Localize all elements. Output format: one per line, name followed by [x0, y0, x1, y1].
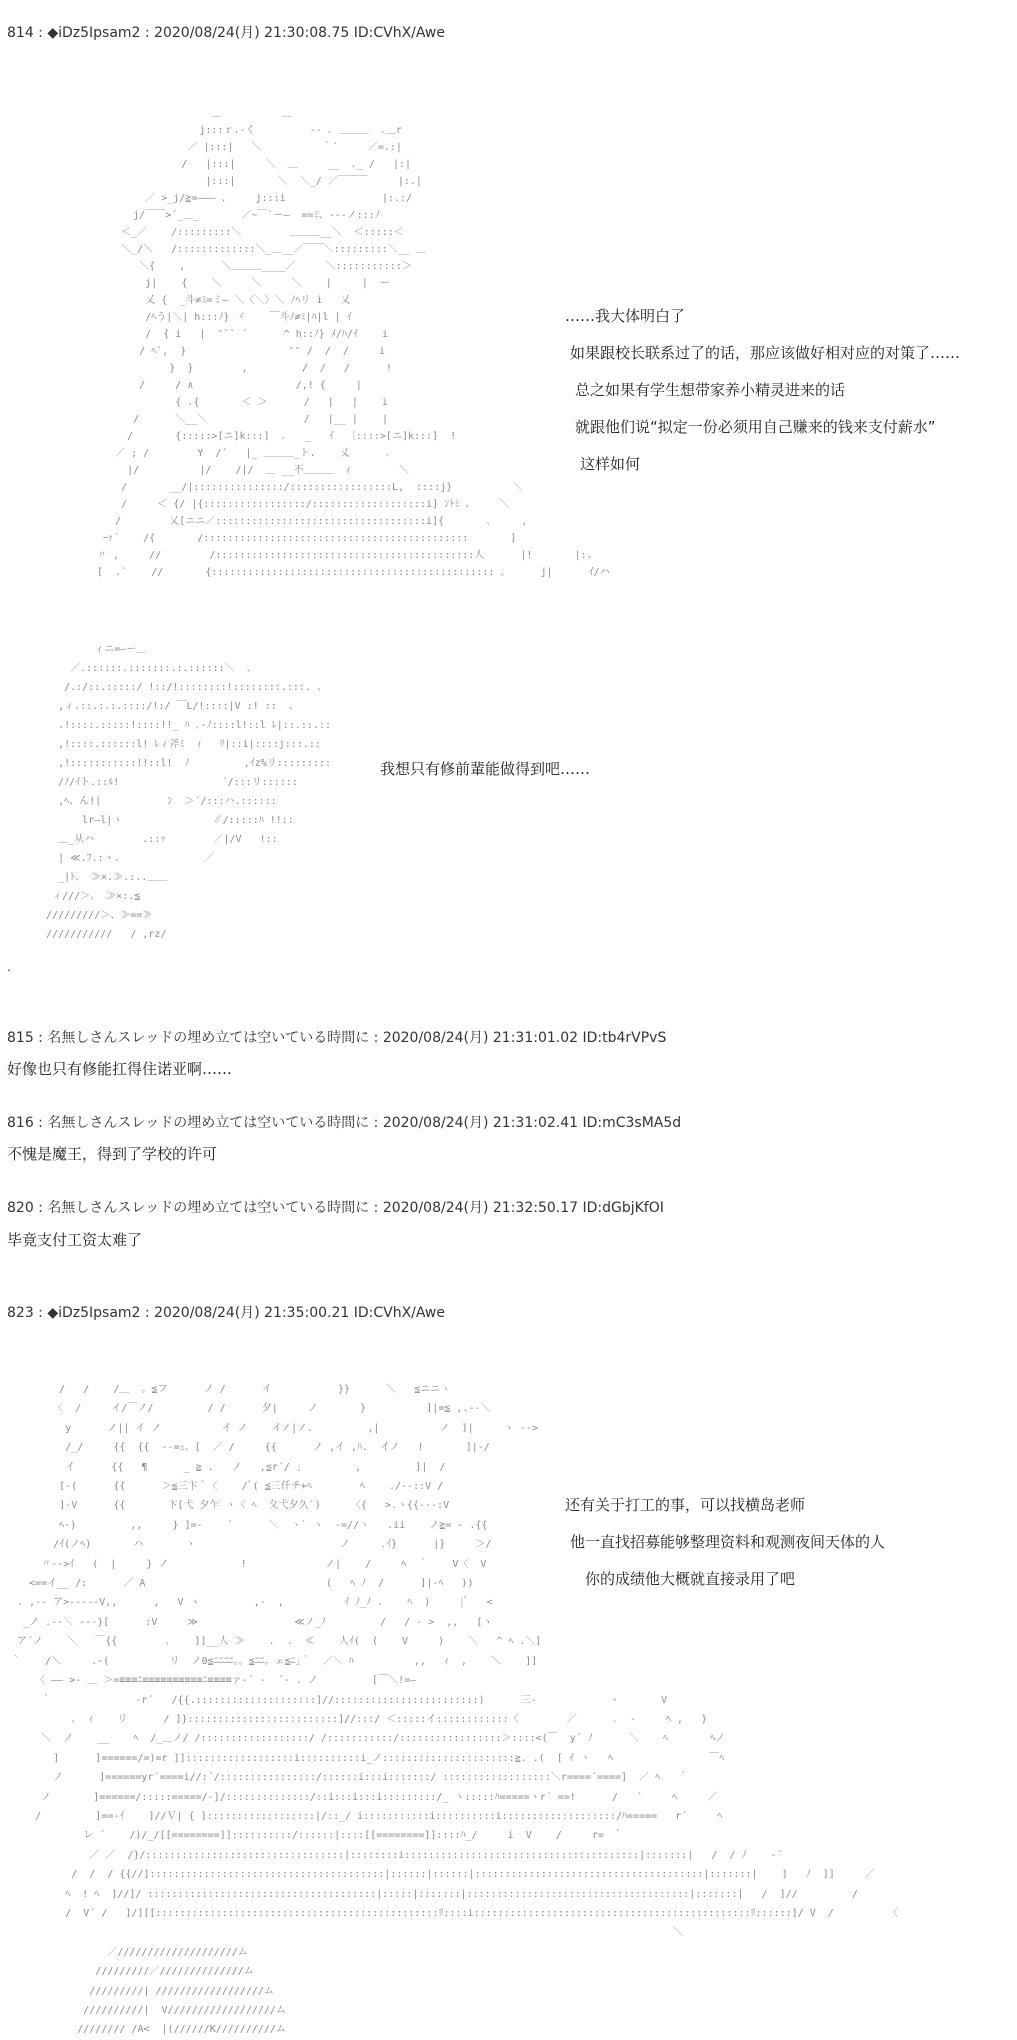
line-814-2: 如果跟校长联系过了的话，那应该做好相对应的对策了…… [570, 344, 961, 362]
line-823-1: 还有关于打工的事，可以找横岛老师 [565, 1496, 806, 1514]
ascii-art-student: ィニ=―ー＿ ／.::::::.:::::::.:.::::::＼ 、 /.:/::.:::::/ !::/!::::::::!::::::::.:::. 、 ,ィ.::.:.:.::::/!:/ ￣L/!::::|V :! :: 、 .!::::.:::::!::::!!_ ﾊ ､-ﾉ::::l!::l ﾚ|::.::.:: ,!::::.::::::l! ﾚィ斧ﾐ ｨ ﾘ|::i|::::j:::.:: ,!:::::::::::!!::l! ﾉ ,ｲz%リ::::::::: /ﾉ/ｲト.::ﾙ! ´/:::リ:::::: ,ﾍ、ん!| ﾝ ＞´/:::ハ.:::::: lr―l|ヽ ∥/:::::ﾊ !!:: ＿_从ハ .::ｯ ／|/V !:: | ≪.ﾌ.:ヽ. ／ _|ﾄ、 ≫×.≫.:..＿＿ ィ///＞、 ≫×:.≦ /////////＞、≫==≫ /////////// / ,rz/ [46, 644, 331, 940]
line-820-1: 毕竟支付工资太难了 [7, 1231, 143, 1249]
line-823-3: 你的成绩他大概就直接录用了吧 [585, 1570, 796, 1588]
post-header-814: 814 : ◆iDz5Ipsam2 : 2020/08/24(月) 21:30:08.75 ID:CVhX/Awe [7, 25, 445, 41]
post-header-815: 815 : 名無しさんスレッドの埋め立ては空いている時間に : 2020/08/24(月) 21:31:01.02 ID:tb4rVPvS [7, 1030, 667, 1046]
line-815-1: 好像也只有修能扛得住诺亚啊…… [7, 1060, 233, 1078]
line-814-1: ……我大体明白了 [565, 307, 686, 325]
ascii-art-witch: ＿ ＿ j:::ｒ.-く -- ､ ＿＿＿ ､＿r ／ |:::| ＼ ｀´ ／=.:| / |:::| ＼ ＿ __ ､_ / |:| |:::| ＼ ＼_/ ／￣￣￣ |:.| ／ >_j/≧=――― 、 j:::i |:.:/ j/￣￣>´_＿_ ／~￣`ー― ==ﾐ、--‐ノ:::ﾉ ＜_／ /:::::::::＼ ＿＿＿__＼ ＜:::::＜ ＼_/＼ /:::::::::::::＼_＿__／￣￣＼:::::::::＼__ ＿ ＼{ , ＼＿＿＿____／ ＼:::::::::::＞ j| { ＼ ＼ ＼ | | ー 乂 { _斗≠ﾐ=ミ― ＼〈＼〉＼ ﾉﾍリ i 乂 /ﾍう|＼| h:::ﾉ} ヾ ￣斗ﾉ≠ﾐ|ﾊ|l | ｲ / { i | ″`` ´ ^ h::ﾉ} ﾒ/ﾊ/ｲ i / ﾍ`, } ″″ / / / i } } , / / / ! / / ∧ /,! { | { .{ ＜ ＞ / | | i / ＼__＼ / |__ | | / {:::::>[ニ]k:::] ､ _ ｲ 〔::::>[ニ]k:::] ! ／ ; / Y /´ |_ ＿＿＿_ト. 乂 ､ |/ |/ /|/ ＿ __不＿＿＿ ｨ ＼ / __/|:::::::::::::::/:::::::::::::::::L, ::::j} ＼ / ＜ {/ |{:::::::::::::::::/:::::::::::::::::::i] ﾝﾄﾐ 、 ＼ / 乂[ニニ／:::::::::::::::::::::::::::::::::::i]{ ､ , ｰｧ´ /{ /:::::::::::::::::::::::::::::::::::::::::::: ] 〃 , // /:::::::::::::::::::::::::::::::::::::::::::人 |! |:. [ .` // {::::::::::::::::::::::::::::::::::::::::::::::: 。 j| ｲ/ハ [97, 108, 610, 578]
line-814-3: 总之如果有学生想带家养小精灵进来的话 [575, 381, 846, 399]
line-814-5: 这样如何 [580, 455, 641, 473]
separator-dot: . [7, 960, 11, 974]
line-814-6: 我想只有修前輩能做得到吧…… [380, 760, 591, 778]
line-816-1: 不愧是魔王，得到了学校的许可 [7, 1145, 218, 1163]
ascii-art-teacher: / / /＿ 。≦フ ノ / イ }} ＼ ≦ニニヽ 〈 / イ/￣ノ/ / / 夕| ノ } ]|=≦ ,.--＼ y ノ|| イ ノ イ ノ イノ|ノ. ,| ノ ]| ヽ --> /_/ {{ {{ --=ｪ。[ ／ / {{ ノ ,イ ,ﾊ. イノ ! ]|-/ イ {{ ¶ _ ≧ . ノ ,≦r´/ ｣ , ]| / [-( {{ ＞≦三卞｀〈 /ﾞ( ≦三仟チ+ﾍ ﾍ ./--::V / ]-V {{ 卞[弋 夕乍 ヽ〈 ﾍ 夂弋夕久`) 〈{ >.ヽ{{---:V ﾍ-) ,, } ]=- ´ ＼ ヽ` ヽ -=//ヽ .ii ノ≧= - .{{ /ｲ(ノﾍ) ハ ヽ ノ .ｲ} |} ＞/ 〃-->ｲ ( | } ノ ! ノ| / ﾍ ｀ V〈 V <==イ__ /: ／ A ( ﾍ ﾉ / ]|-ﾍ )) . ,-- ア>-----V,, , V ヽ ,- , ｲ ﾉ_ﾉ . ﾍ ) |ﾞ < _ノ .--＼ ---}[ :V ≫ ≪ノ_ﾉ / / - > ,, [ヽ ア´ノ ＼ ￣{{ ､ ]]__人 ≫ . . ≪ 人ｲ( ( V ) ＼ ^ ﾍ .＼] ｀ /＼ .-( リ ノ0≦ﾆﾆﾆﾆ。。≦ﾆﾆ。ェ≦ﾆ｣｀ ／＼ ﾊ ,, ｨ , ＼ ]] 〈 ―― >- ＿ ＞=≡≡≡ﾆ≡≡≡≡≡≡≡≡≡≡ﾆ≡≡≡≡ァ-´ - ´- . ノ [￣＼!=― ｀ -r´ /{{.::::::::::::::::::::]//::::::::::::::::::::::::) 三- ヽ V ､ ｨ リ / ]}:::::::::::::::::::::::::]//:::/ ＜:::::イ::::::::::::〈 ／ ､ - ﾍ , } ＼ ノ __ ﾍ /_＿ノ/ /::::::::::::::::::/ /:::::::::::/:::::::::::::::::＞::::<(￣ y´ ﾉ ＼ ﾍ ﾍノ ] ]======/=)=r ]]::::::::::::::::::i::::::::::i_ノ::::::::::::::::::::::≧. .( [ ｲ ヽ ﾍ ￣ﾍ ノ ]======yr´====i//:´/::::::::::::::::/::::::i:::i:::::::/ ::::::::::::::::::＼r====´====] ／ ﾍ ｀ ノ ]======/:::::=====/-]/::::::::::::::/::i:::i:::i:::::::::/_ ヽ:::::ﾊ=====ヽr´ ==! / ´ ﾍ ／ / ]==-ｲ ]//Ｖ| { ]::::::::::::::::::|/::_/ i:::::::::::i::::::::::i:::::::::::::::::::/ﾊ===== r´ ﾍ レ ´ /)/_/[[========]]::::::::::/::::::|::::[[========]]::::ﾊ_/ i V / r= ﾞ ／ ／ /}/:::::::::::::::::::::::::::::::::|::::::::i:::::::::::::::::::::::::::::::::::::::|:::::::| / / ﾉ -´ / / / {{//]:::::::::::::::::::::::::::::::::::::::|::::::|::::::|::::::::::::::::::::::::::::::::::::::|:::::::| ] ﾉ ]] ／ ﾍ ! ﾍ ]//]/ ::::::::::::::::::::::::::::::::::::::|:::::|:::::::|:::::::::::::::::::::::::::::::::::::|:::::::| / ]// / / V´ / ]/][[:::::::::::::::::::::::::::::::::::::::::::::::ﾘ::::i::::::::::::::::::::::::::::::::::::::::::::::ﾘ::::::]/ V / 〈 ＼ ／////////////////////ム /////////／//////////////ム /////////| //////////////////ム //////////| V//////////////////ム //////// /A< |(//////K//////////ム [11, 1384, 898, 2036]
post-header-816: 816 : 名無しさんスレッドの埋め立ては空いている時間に : 2020/08/24(月) 21:31:02.41 ID:mC3sMA5d [7, 1115, 682, 1131]
line-814-4: 就跟他们说“拟定一份必须用自己赚来的钱来支付薪水” [575, 418, 936, 436]
post-header-823: 823 : ◆iDz5Ipsam2 : 2020/08/24(月) 21:35:00.21 ID:CVhX/Awe [7, 1305, 445, 1321]
line-823-2: 他一直找招募能够整理资料和观测夜间天体的人 [570, 1533, 886, 1551]
post-header-820: 820 : 名無しさんスレッドの埋め立ては空いている時間に : 2020/08/24(月) 21:32:50.17 ID:dGbjKfOI [7, 1200, 664, 1216]
